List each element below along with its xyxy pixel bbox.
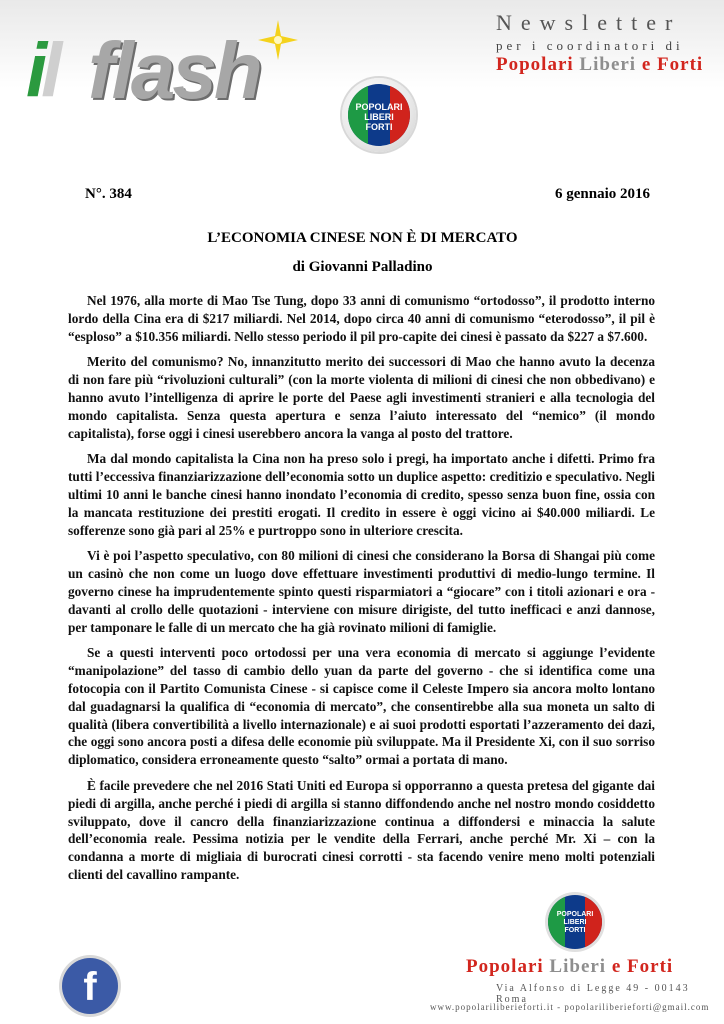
article-author: di Giovanni Palladino: [292, 259, 433, 275]
brand-liberi: Liberi: [579, 54, 637, 75]
brand-eforti: e Forti: [641, 54, 704, 75]
article-body: [68, 292, 655, 892]
article-title: L’ECONOMIA CINESE NON È DI MERCATO: [207, 230, 518, 246]
newsletter-title: Newsletter: [496, 10, 682, 35]
star-icon: [258, 20, 298, 60]
issue-number: N°. 384: [85, 186, 132, 202]
article-paragraph: Merito del comunismo? No, innanzitutto merito dei successori di Mao che hanno avuto la decenza di non fare più “rivoluzioni culturali” (con la morte violenta di milioni di cinesi che non obbedivano) e hanno avuto l’intelligenza di aprire le porte del Paese agli investimenti stranieri e alla tecnologia del mondo capitalista. Senza questa apertura e senza l’aiuto interessato del “nemico” (il mondo capitalista), forse oggi i cinesi userebbero ancora la vanga al posto del trattore.: [68, 354, 655, 441]
footer-brand: Popolari Liberi e Forti: [466, 956, 674, 977]
article-paragraph: Se a questi interventi poco ortodossi per una vera economia di mercato si aggiunge l’evidente “manipolazione” del tasso di cambio dello yuan da parte del governo - che si identifica come una fotocopia con il Partito Comunista Cinese - si capisce come il Celeste Impero sia ancora molto lontano dal guadagnarsi la qualifica di “economia di mercato”, che consentirebbe alla sua moneta un salto di qualità (libera convertibilità a livello internazionale) e ai suoi prodotti esportati l’azzeramento dei dazi, che oggi sono ancora posti a difesa delle economie più sviluppate. Ma il Presidente Xi, con il suo sorriso diplomatico, considera erroneamente questo “salto” ormai a portata di mano.: [68, 645, 655, 768]
header-banner: il flash Newsletter per i coordinatori di Popolari Liberi e Forti POPOLARI LIBERI FORTI: [0, 0, 724, 160]
party-emblem: POPOLARI LIBERI FORTI: [342, 78, 416, 152]
article-paragraph: Nel 1976, alla morte di Mao Tse Tung, dopo 33 anni di comunismo “ortodosso”, il prodotto interno lordo della Cina era di $217 miliardi. Nel 2014, dopo circa 40 anni di comunismo “eterodosso”, il pil è “esploso” a $10.356 miliardi. Nello stesso periodo il pil pro-capite dei cinesi è passato da $227 a $7.600.: [68, 293, 655, 344]
facebook-icon[interactable]: f: [62, 958, 118, 1014]
header-brand: [496, 54, 716, 76]
article-paragraph: Vi è poi l’aspetto speculativo, con 80 milioni di cinesi che considerano la Borsa di Shangai più come un casinò che non come un luogo dove effettuare investimenti produttivi di medio-lungo termine. Il governo cinese ha imprudentemente spinto questi risparmiatori a “giocare” con i titoli azionari e ora - davanti al crollo delle quotazioni - interviene con misure dirigiste, del tutto inefficaci e anzi dannose, per tamponare le falle di un mercato che ha già rovinato milioni di famiglie.: [68, 548, 655, 635]
footer-website-link[interactable]: www.popolariliberieforti.it - popolariliberieforti@gmail.com: [430, 1002, 710, 1012]
issue-date: 6 gennaio 2016: [554, 186, 650, 202]
footer-emblem: POPOLARI LIBERI FORTI: [548, 895, 602, 949]
brand-popolari: Popolari: [496, 54, 574, 75]
footer-address: Via Alfonso di Legge 49 - 00143 Roma: [496, 983, 690, 1005]
article-paragraph: È facile prevedere che nel 2016 Stati Uniti ed Europa si opporranno a questa pretesa del gigante dai piedi di argilla, anche perché i piedi di argilla si stanno diffondendo anche nel nostro mondo cosiddetto sviluppato, dove il cancro della finanziarizzazione continua a diffondersi e minaccia la salute dell’economia reale. Pessima notizia per le vendite della Ferrari, anche perché Mr. Xi – con la condanna a morte di migliaia di burocrati cinesi corrotti - sta facendo venire meno molti potenziali clienti del cavallino rampante.: [68, 777, 655, 882]
newsletter-subtitle: per i coordinatori di: [496, 38, 684, 53]
article-paragraph: Ma dal mondo capitalista la Cina non ha preso solo i pregi, ha importato anche i difetti. Primo fra tutti l’eccessiva finanziarizzazione dell’economia sotto un duplice aspetto: creditizio e speculativo. Negli ultimi 10 anni le banche cinesi hanno inondato l’economia di credito, spesso senza buon fine, ossia con la mancata restituzione dei prestiti erogati. Il credito in essere è oggi vicino ai $40.000 miliardi. Le sofferenze sono già pari al 25% e purtroppo sono in ulteriore crescita.: [68, 451, 655, 538]
